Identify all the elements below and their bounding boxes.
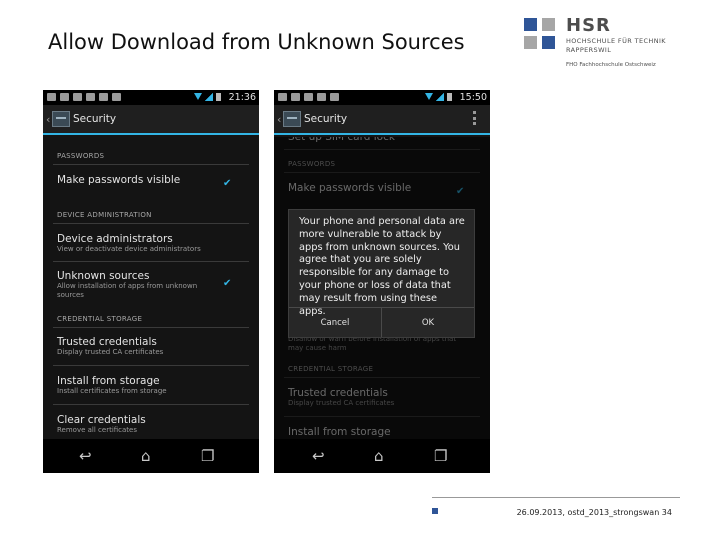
recent-apps-icon[interactable]: ❐ bbox=[201, 447, 215, 465]
logo-square bbox=[542, 36, 555, 49]
setting-title: Device administrators bbox=[57, 233, 173, 245]
footer-text: 26.09.2013, ostd_2013_strongswan 34 bbox=[516, 508, 672, 517]
up-caret-icon[interactable]: ‹ bbox=[46, 113, 51, 126]
logo-line1: HOCHSCHULE FÜR TECHNIK bbox=[566, 37, 666, 45]
recent-apps-icon[interactable]: ❐ bbox=[434, 447, 448, 465]
status-bar bbox=[43, 90, 259, 105]
system-icons bbox=[425, 93, 452, 101]
setting-make-passwords-visible[interactable] bbox=[57, 174, 249, 186]
setting-title: Unknown sources bbox=[57, 270, 150, 282]
setting-title: Trusted credentials bbox=[57, 336, 157, 348]
notification-icon bbox=[60, 93, 69, 101]
logo-line2: RAPPERSWIL bbox=[566, 46, 612, 54]
setting-subtitle: Install certificates from storage bbox=[57, 387, 167, 395]
wifi-icon bbox=[425, 93, 433, 101]
setting-title: Install from storage bbox=[57, 375, 160, 387]
phone-screenshot-security bbox=[43, 90, 259, 473]
notification-icon bbox=[47, 93, 56, 101]
notification-icon bbox=[278, 93, 287, 101]
notification-icon bbox=[112, 93, 121, 101]
overflow-menu-icon[interactable] bbox=[473, 111, 476, 125]
divider bbox=[53, 327, 249, 328]
status-bar bbox=[274, 90, 490, 105]
notification-icon bbox=[304, 93, 313, 101]
notification-icon bbox=[317, 93, 326, 101]
cancel-button[interactable]: Cancel bbox=[320, 318, 350, 328]
setting-trusted-credentials[interactable] bbox=[57, 336, 249, 357]
signal-icon bbox=[436, 93, 444, 101]
home-icon[interactable]: ⌂ bbox=[141, 447, 151, 465]
setting-clear-credentials[interactable] bbox=[57, 414, 249, 435]
slide-title: Allow Download from Unknown Sources bbox=[48, 30, 465, 54]
logo-square bbox=[524, 36, 537, 49]
divider bbox=[53, 223, 249, 224]
status-clock: 15:50 bbox=[459, 92, 487, 103]
logo-name: HSR bbox=[566, 15, 611, 36]
settings-app-icon[interactable] bbox=[283, 111, 301, 127]
up-caret-icon[interactable]: ‹ bbox=[277, 113, 282, 126]
setting-unknown-sources[interactable] bbox=[57, 270, 223, 299]
navigation-bar bbox=[274, 439, 490, 473]
back-icon[interactable]: ↩ bbox=[79, 447, 92, 465]
logo-line3: FHO Fachhochschule Ostschweiz bbox=[566, 62, 656, 68]
notification-icons bbox=[278, 93, 339, 101]
setting-subtitle: Display trusted CA certificates bbox=[57, 348, 164, 356]
setting-device-administrators[interactable] bbox=[57, 233, 249, 254]
footer-divider bbox=[432, 497, 680, 498]
setting-title: Clear credentials bbox=[57, 414, 146, 426]
notification-icon bbox=[73, 93, 82, 101]
setting-subtitle: Remove all certificates bbox=[57, 426, 138, 434]
status-clock: 21:36 bbox=[228, 92, 256, 103]
divider bbox=[53, 261, 249, 262]
navigation-bar bbox=[43, 439, 259, 473]
battery-icon bbox=[216, 93, 221, 101]
settings-app-icon[interactable] bbox=[52, 111, 70, 127]
wifi-icon bbox=[194, 93, 202, 101]
notification-icon bbox=[291, 93, 300, 101]
setting-subtitle: Allow installation of apps from unknown sources bbox=[57, 282, 198, 299]
screen-title: Security bbox=[304, 113, 348, 125]
checkbox-make-passwords-visible[interactable]: ✔ bbox=[223, 178, 232, 189]
footer-square-icon bbox=[432, 508, 438, 514]
back-icon[interactable]: ↩ bbox=[312, 447, 325, 465]
signal-icon bbox=[205, 93, 213, 101]
notification-icon bbox=[99, 93, 108, 101]
checkbox-unknown-sources[interactable]: ✔ bbox=[223, 278, 232, 289]
action-bar bbox=[274, 105, 490, 135]
action-bar bbox=[43, 105, 259, 135]
ok-button[interactable]: OK bbox=[381, 308, 474, 337]
setting-title: Make passwords visible bbox=[57, 174, 181, 186]
divider bbox=[53, 164, 249, 165]
notification-icons bbox=[47, 93, 121, 101]
screen-title: Security bbox=[73, 113, 117, 125]
divider bbox=[53, 365, 249, 366]
hsr-logo bbox=[524, 15, 704, 78]
logo-square bbox=[542, 18, 555, 31]
divider bbox=[53, 404, 249, 405]
section-header-credential-storage: CREDENTIAL STORAGE bbox=[57, 315, 143, 323]
system-icons bbox=[194, 93, 221, 101]
dialog-buttons bbox=[289, 307, 474, 337]
section-header-device-admin: DEVICE ADMINISTRATION bbox=[57, 211, 152, 219]
unknown-sources-warning-dialog bbox=[288, 209, 475, 338]
dialog-message: Your phone and personal data are more vulnerable to attack by apps from unknown sources. You agree that you are solely responsible for any damage to your phone or loss of data that may result from using these apps. bbox=[299, 216, 465, 317]
setting-subtitle: View or deactivate device administrators bbox=[57, 245, 201, 253]
battery-icon bbox=[447, 93, 452, 101]
logo-square bbox=[524, 18, 537, 31]
section-header-passwords: PASSWORDS bbox=[57, 152, 105, 160]
setting-install-from-storage[interactable] bbox=[57, 375, 249, 396]
notification-icon bbox=[330, 93, 339, 101]
notification-icon bbox=[86, 93, 95, 101]
home-icon[interactable]: ⌂ bbox=[374, 447, 384, 465]
settings-list bbox=[43, 137, 259, 439]
phone-screenshot-warning-dialog bbox=[274, 90, 490, 473]
